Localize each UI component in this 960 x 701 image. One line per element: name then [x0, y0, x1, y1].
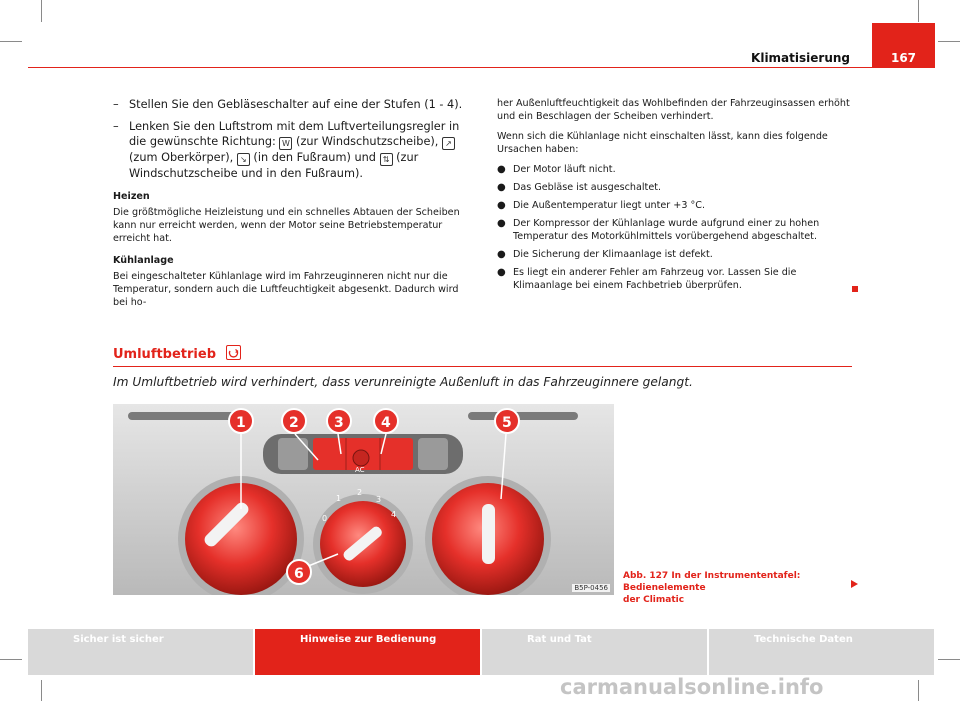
- svg-text:6: 6: [294, 566, 304, 582]
- footer-tab-sicher[interactable]: Sicher ist sicher: [28, 629, 253, 675]
- crop-mark: [918, 0, 919, 22]
- callout-5: [495, 409, 519, 433]
- svg-text:2: 2: [289, 415, 299, 431]
- svg-text:5: 5: [502, 415, 512, 431]
- callout-6: [287, 560, 311, 584]
- section-heading-text: Umluftbetrieb: [113, 347, 217, 362]
- list-item: [497, 181, 853, 194]
- list-item-text: Das Gebläse ist ausgeschaltet.: [513, 182, 662, 193]
- crop-mark: [938, 41, 960, 42]
- figure-caption: [623, 570, 843, 606]
- bullet-dot-icon: ●: [497, 200, 506, 211]
- fan-level-4: 4: [391, 510, 397, 519]
- bullet-dot-icon: ●: [497, 164, 506, 175]
- crop-mark: [41, 680, 42, 701]
- list-item: [497, 163, 853, 176]
- fan-level-1: 1: [336, 494, 342, 503]
- list-item-text: Der Kompressor der Kühlanlage wurde aufgrund einer zu hohen Temperatur des Motorkühlmittels vorübergehend abgeschaltet.: [513, 218, 820, 242]
- figure-caption-line: der Climatic: [623, 595, 685, 605]
- footwell-icon: ↘: [237, 153, 250, 166]
- list-item: [497, 248, 853, 261]
- step-text: (zur Windschutzscheibe),: [296, 135, 439, 148]
- list-item: [497, 266, 853, 292]
- cooling-heading: Kühlanlage: [113, 255, 174, 266]
- climatic-controls-illustration: [113, 404, 614, 595]
- callout-2: [282, 409, 306, 433]
- header-rule: [28, 67, 872, 68]
- left-column: [113, 97, 473, 316]
- heating-paragraph: Die größtmögliche Heizleistung und ein schnelles Abtauen der Scheiben kann nur erreicht werden, wenn der Motor seine Betriebstemperatur erreicht hat.: [113, 207, 460, 244]
- watermark: carmanualsonline.info: [560, 675, 824, 699]
- step-dash: –: [113, 120, 119, 133]
- windscreen-icon: W: [279, 137, 292, 150]
- list-item-text: Die Außentemperatur liegt unter +3 °C.: [513, 200, 706, 211]
- page-number: 167: [890, 51, 917, 65]
- step-text: (zur Windschutzscheibe und in den Fußraum).: [129, 151, 419, 180]
- svg-text:3: 3: [334, 415, 344, 431]
- section-end-marker: [852, 286, 858, 292]
- section-heading: [113, 345, 241, 362]
- heating-heading: Heizen: [113, 191, 150, 202]
- windscreen-footwell-icon: ⇅: [380, 153, 393, 166]
- continue-arrow-icon: [851, 580, 858, 588]
- paragraph: her Außenluftfeuchtigkeit das Wohlbefinden der Fahrzeuginsassen erhöht und ein Beschlagen der Scheiben verhindert.: [497, 98, 850, 122]
- figure-code: B5P-0456: [574, 584, 608, 592]
- ac-label: AC: [355, 466, 365, 474]
- right-column: [497, 97, 853, 297]
- callout-4: [374, 409, 398, 433]
- fan-level-0: 0: [322, 514, 328, 523]
- bullet-dot-icon: ●: [497, 218, 506, 229]
- crop-mark: [918, 680, 919, 701]
- callout-3: [327, 409, 351, 433]
- step-item: [113, 97, 473, 112]
- section-rule: [113, 366, 852, 367]
- crop-mark: [41, 0, 42, 22]
- bullet-dot-icon: ●: [497, 249, 506, 260]
- footer-nav: [28, 629, 934, 675]
- page-number-tab: [872, 23, 935, 68]
- running-header-title: Klimatisierung: [751, 51, 850, 65]
- list-item-text: Die Sicherung der Klimaanlage ist defekt.: [513, 249, 713, 260]
- list-item: [497, 199, 853, 212]
- footer-tab-bedienung[interactable]: Hinweise zur Bedienung: [255, 629, 480, 675]
- crop-mark: [938, 659, 960, 660]
- cooling-paragraph: Bei eingeschalteter Kühlanlage wird im Fahrzeuginneren nicht nur die Temperatur, sondern auch die Luftfeuchtigkeit abgesenkt. Dadurch wird bei ho-: [113, 271, 459, 308]
- svg-text:4: 4: [381, 415, 391, 431]
- step-text: (in den Fußraum) und: [253, 151, 376, 164]
- list-item-text: Der Motor läuft nicht.: [513, 164, 616, 175]
- section-intro: Im Umluftbetrieb wird verhindert, dass verunreinigte Außenluft in das Fahrzeuginnere gelangt.: [113, 375, 693, 389]
- paragraph: Wenn sich die Kühlanlage nicht einschalten lässt, kann dies folgende Ursachen haben:: [497, 131, 828, 155]
- crop-mark: [0, 41, 22, 42]
- svg-text:1: 1: [236, 415, 246, 431]
- recirculation-icon: [226, 345, 241, 360]
- list-item: [497, 217, 853, 243]
- fan-level-3: 3: [376, 495, 382, 504]
- upper-body-icon: ↗: [442, 137, 455, 150]
- footer-tab-rat[interactable]: Rat und Tat: [482, 629, 707, 675]
- crop-mark: [0, 659, 22, 660]
- bullet-dot-icon: ●: [497, 182, 506, 193]
- fan-level-2: 2: [357, 488, 363, 497]
- climatic-controls-figure: [113, 404, 614, 595]
- step-item: [113, 119, 473, 181]
- bullet-dot-icon: ●: [497, 267, 506, 278]
- list-item-text: Es liegt ein anderer Fehler am Fahrzeug vor. Lassen Sie die Klimaanlage bei einem Fachbetrieb überprüfen.: [513, 267, 797, 291]
- step-text: Stellen Sie den Gebläseschalter auf eine der Stufen (1 - 4).: [129, 98, 463, 111]
- step-text: Lenken Sie den Luftstrom mit dem Luftverteilungsregler in die gewünschte Richtung:: [129, 120, 460, 148]
- callout-1: [229, 409, 253, 433]
- step-text: (zum Oberkörper),: [129, 151, 234, 164]
- footer-tab-technik[interactable]: Technische Daten: [709, 629, 934, 675]
- step-dash: –: [113, 98, 119, 111]
- figure-caption-line: Abb. 127 In der Instrumententafel: Bedienelemente: [623, 571, 801, 593]
